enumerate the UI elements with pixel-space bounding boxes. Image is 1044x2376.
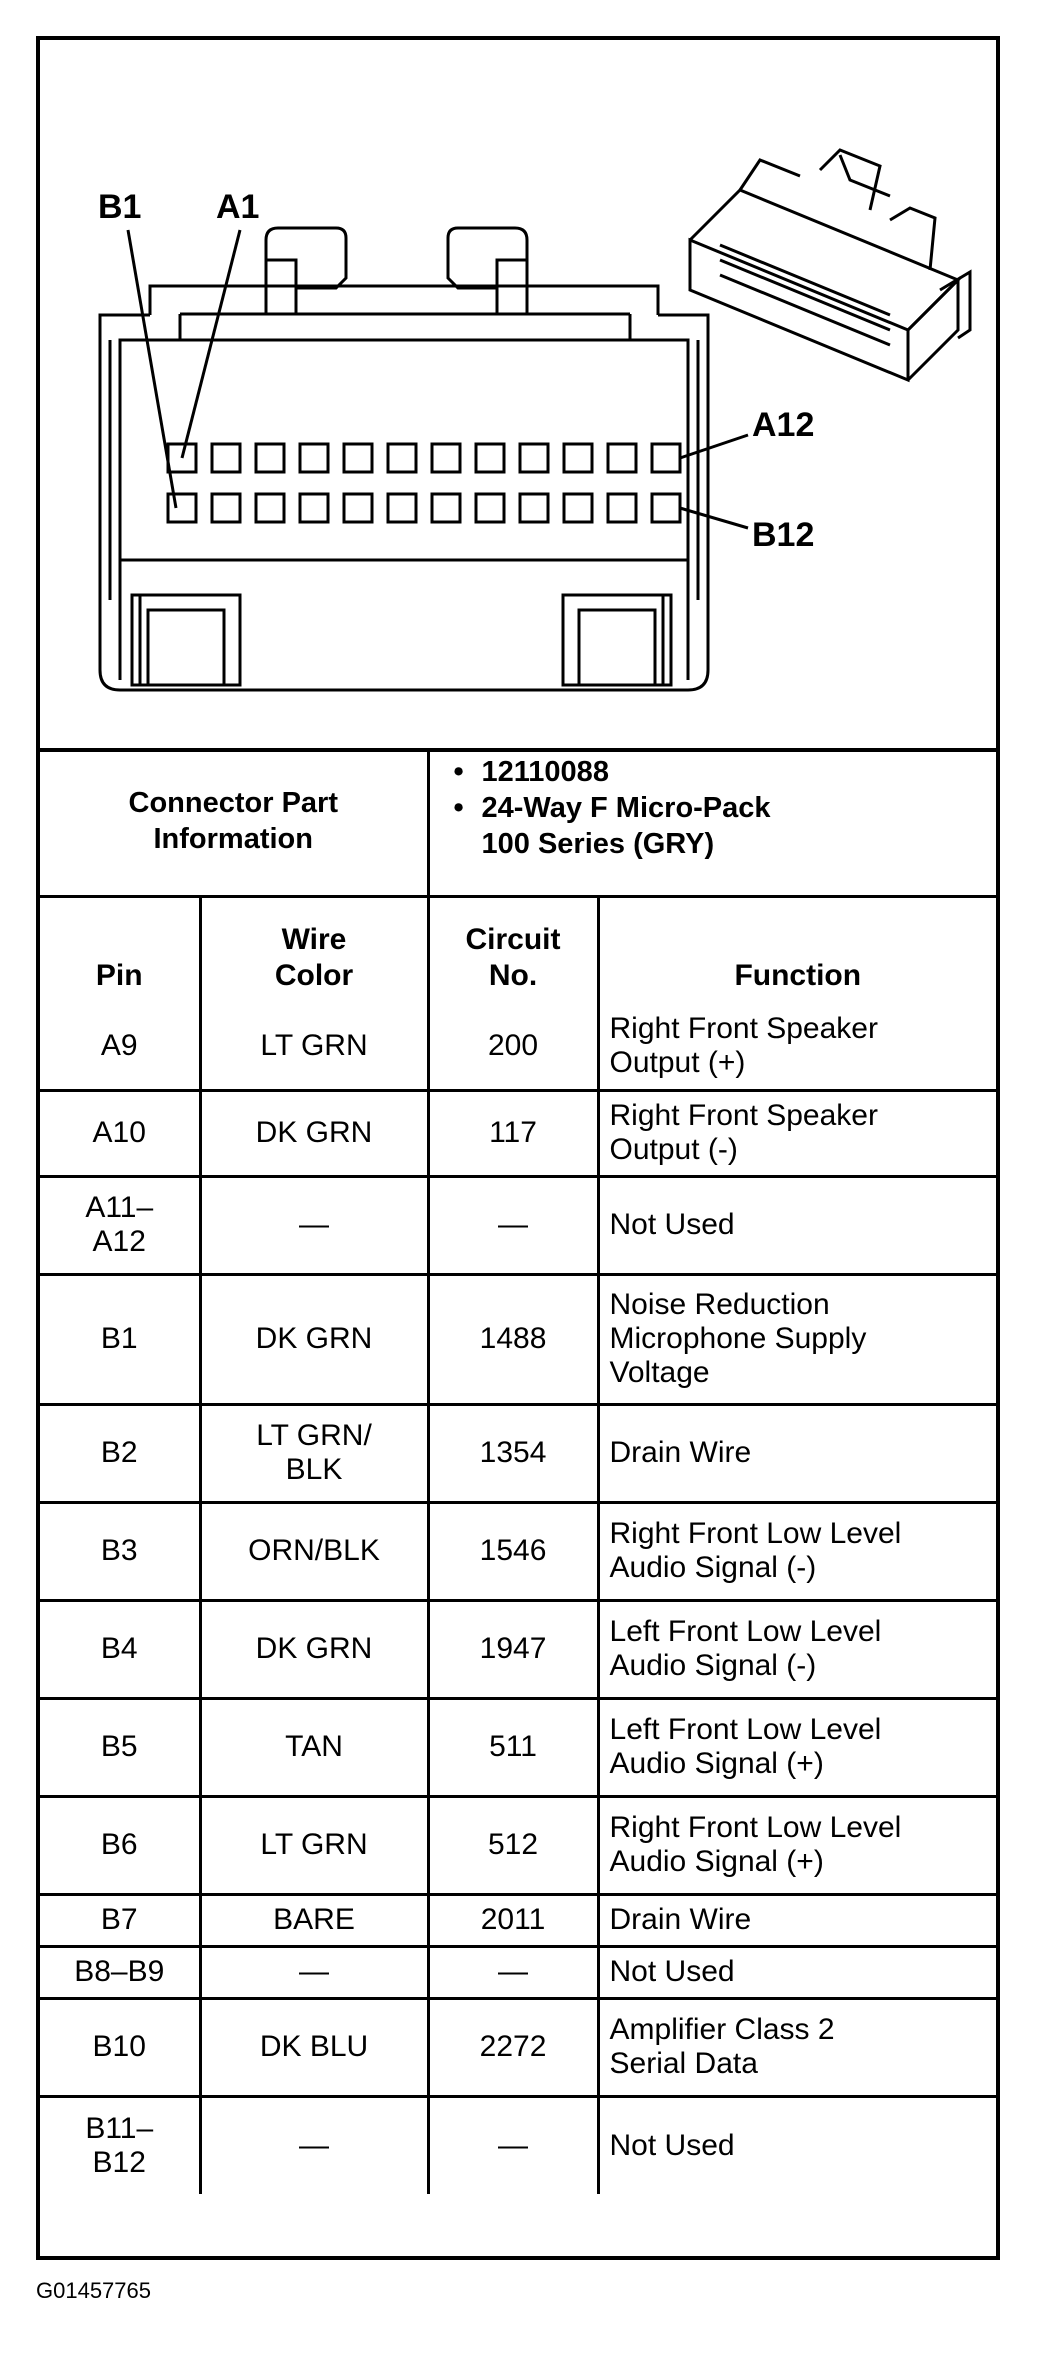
function-cell: Right Front Speaker Output (+) bbox=[598, 1004, 996, 1090]
pin-cell: B11– B12 bbox=[40, 2096, 200, 2194]
document-frame bbox=[36, 36, 1000, 2260]
function-cell: Drain Wire bbox=[598, 1404, 996, 1502]
column-header-row bbox=[40, 896, 996, 1004]
function-cell: Drain Wire bbox=[598, 1894, 996, 1946]
pin-cell: B7 bbox=[40, 1894, 200, 1946]
circuit-cell: 200 bbox=[428, 1004, 598, 1090]
table-row bbox=[40, 1998, 996, 2096]
table-row bbox=[40, 1004, 996, 1090]
function-cell: Left Front Low Level Audio Signal (+) bbox=[598, 1698, 996, 1796]
wire-color-cell: — bbox=[200, 1946, 428, 1998]
circuit-cell: — bbox=[428, 1946, 598, 1998]
label-a1: A1 bbox=[216, 188, 260, 226]
pin-cell: A10 bbox=[40, 1090, 200, 1176]
wire-color-cell: — bbox=[200, 1176, 428, 1274]
pin-cell: B2 bbox=[40, 1404, 200, 1502]
circuit-cell: — bbox=[428, 2096, 598, 2194]
circuit-cell: 2272 bbox=[428, 1998, 598, 2096]
pin-cell: B8–B9 bbox=[40, 1946, 200, 1998]
function-cell: Left Front Low Level Audio Signal (-) bbox=[598, 1600, 996, 1698]
circuit-cell: 1354 bbox=[428, 1404, 598, 1502]
wire-color-cell: LT GRN bbox=[200, 1796, 428, 1894]
figure-id: G01457765 bbox=[36, 2278, 151, 2303]
pin-cell: B10 bbox=[40, 1998, 200, 2096]
wire-color-cell: ORN/BLK bbox=[200, 1502, 428, 1600]
col-function: Function bbox=[598, 896, 996, 1004]
pin-row-b bbox=[168, 494, 680, 522]
circuit-cell: — bbox=[428, 1176, 598, 1274]
function-cell: Noise Reduction Microphone Supply Voltage bbox=[598, 1274, 996, 1404]
function-cell: Not Used bbox=[598, 1176, 996, 1274]
connector-diagram bbox=[40, 40, 996, 752]
pin-row-a bbox=[168, 444, 680, 472]
circuit-cell: 2011 bbox=[428, 1894, 598, 1946]
function-cell: Right Front Low Level Audio Signal (-) bbox=[598, 1502, 996, 1600]
wire-color-cell: DK BLU bbox=[200, 1998, 428, 2096]
function-cell: Not Used bbox=[598, 2096, 996, 2194]
pin-rows bbox=[40, 1004, 996, 2194]
table-row bbox=[40, 1274, 996, 1404]
pin-cell: B6 bbox=[40, 1796, 200, 1894]
wire-color-cell: DK GRN bbox=[200, 1600, 428, 1698]
function-cell: Right Front Low Level Audio Signal (+) bbox=[598, 1796, 996, 1894]
wire-color-cell: BARE bbox=[200, 1894, 428, 1946]
pin-cell: B3 bbox=[40, 1502, 200, 1600]
label-a12: A12 bbox=[752, 406, 815, 444]
circuit-cell: 117 bbox=[428, 1090, 598, 1176]
col-circuit-no: Circuit No. bbox=[428, 896, 598, 1004]
table-row bbox=[40, 1600, 996, 1698]
circuit-cell: 1947 bbox=[428, 1600, 598, 1698]
circuit-cell: 512 bbox=[428, 1796, 598, 1894]
table-row bbox=[40, 1698, 996, 1796]
connector-isometric-illustration bbox=[690, 150, 970, 380]
circuit-cell: 1488 bbox=[428, 1274, 598, 1404]
wire-color-cell: LT GRN/ BLK bbox=[200, 1404, 428, 1502]
connector-drawing bbox=[40, 40, 996, 748]
part-number: • 12110088 bbox=[454, 754, 987, 790]
table-row bbox=[40, 1796, 996, 1894]
table-row bbox=[40, 1404, 996, 1502]
function-cell: Amplifier Class 2 Serial Data bbox=[598, 1998, 996, 2096]
wire-color-cell: — bbox=[200, 2096, 428, 2194]
function-cell: Not Used bbox=[598, 1946, 996, 1998]
connector-info-row bbox=[40, 748, 996, 896]
pin-cell: B5 bbox=[40, 1698, 200, 1796]
circuit-cell: 1546 bbox=[428, 1502, 598, 1600]
table-row bbox=[40, 1176, 996, 1274]
label-b12: B12 bbox=[752, 516, 815, 554]
function-cell: Right Front Speaker Output (-) bbox=[598, 1090, 996, 1176]
table-row bbox=[40, 1502, 996, 1600]
wire-color-cell: LT GRN bbox=[200, 1004, 428, 1090]
label-b1: B1 bbox=[98, 188, 142, 226]
col-wire-color: Wire Color bbox=[200, 896, 428, 1004]
table-row bbox=[40, 1090, 996, 1176]
col-pin: Pin bbox=[40, 896, 200, 1004]
pin-cell: A11– A12 bbox=[40, 1176, 200, 1274]
pinout-table bbox=[40, 748, 996, 2194]
table-row bbox=[40, 2096, 996, 2194]
leader-lines bbox=[128, 230, 748, 528]
connector-description: • 24-Way F Micro-Pack 100 Series (GRY) bbox=[454, 790, 987, 862]
connector-part-info-label: Connector Part Information bbox=[40, 748, 428, 896]
connector-part-info-value bbox=[428, 748, 996, 896]
table-row bbox=[40, 1894, 996, 1946]
wire-color-cell: DK GRN bbox=[200, 1090, 428, 1176]
pin-cell: B1 bbox=[40, 1274, 200, 1404]
wire-color-cell: TAN bbox=[200, 1698, 428, 1796]
circuit-cell: 511 bbox=[428, 1698, 598, 1796]
wire-color-cell: DK GRN bbox=[200, 1274, 428, 1404]
pin-cell: A9 bbox=[40, 1004, 200, 1090]
table-row bbox=[40, 1946, 996, 1998]
pin-cell: B4 bbox=[40, 1600, 200, 1698]
